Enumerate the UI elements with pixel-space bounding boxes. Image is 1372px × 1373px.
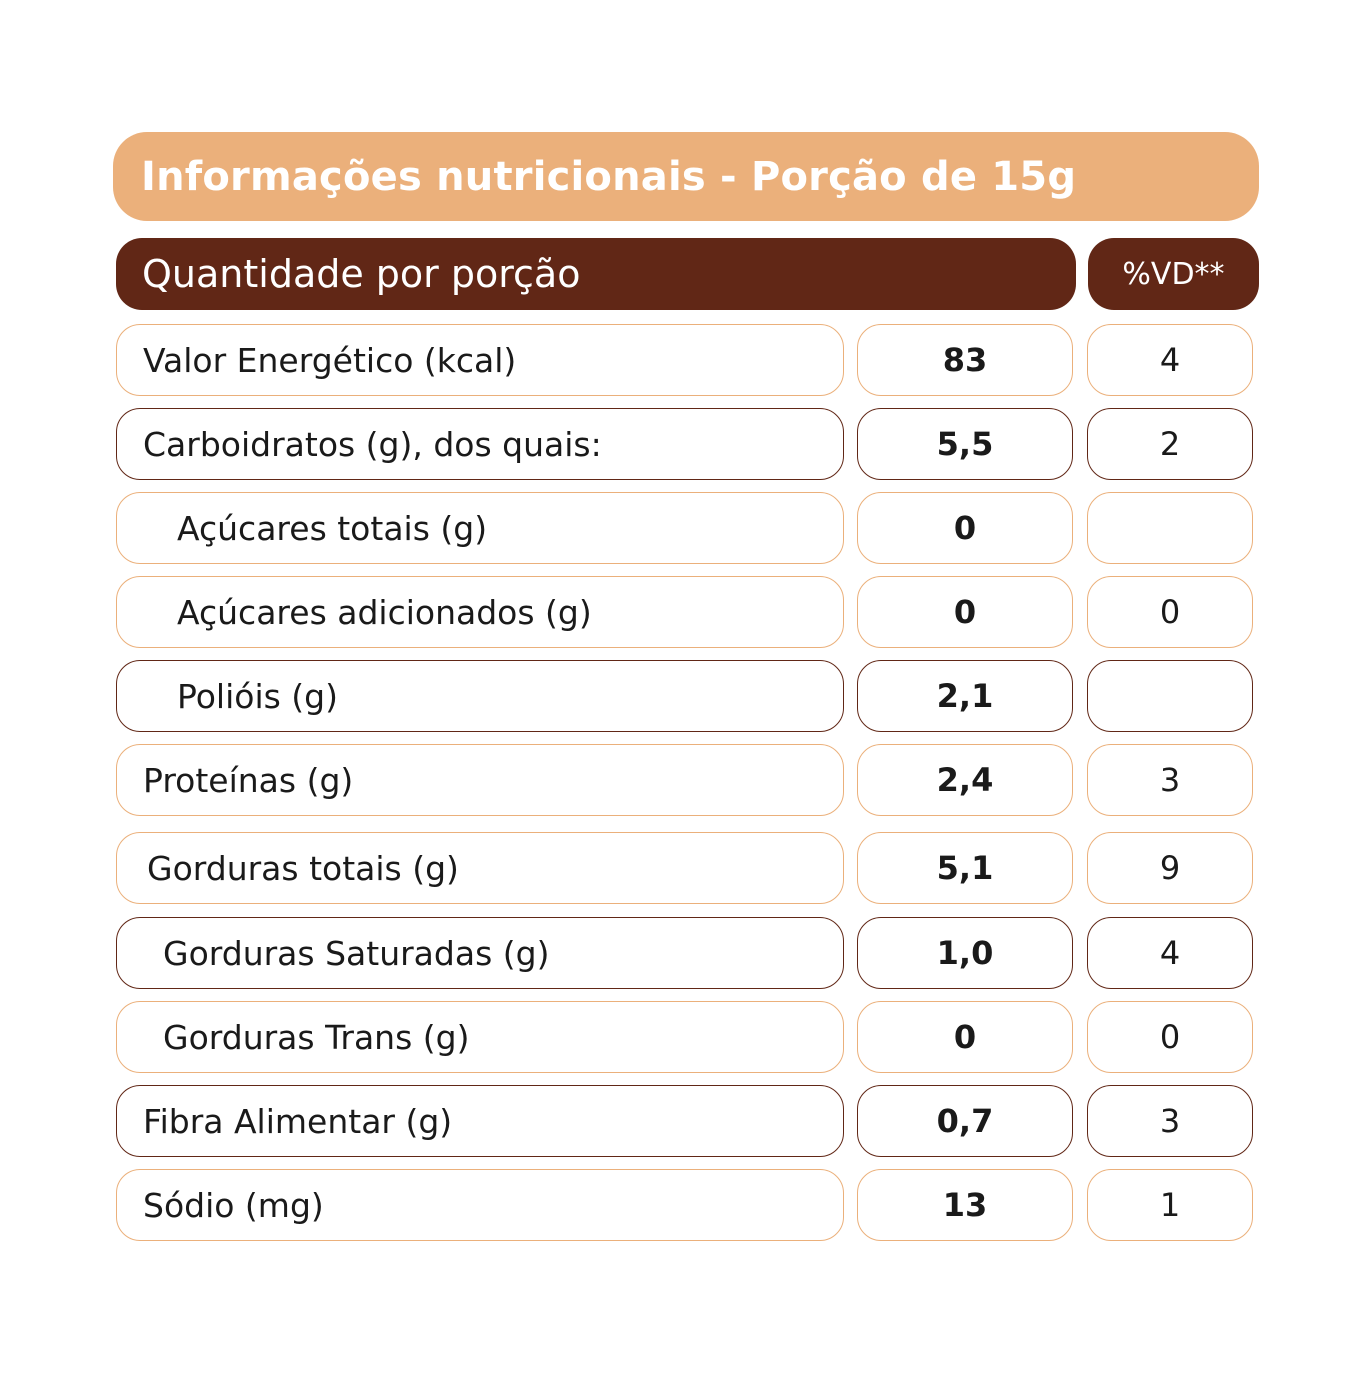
row-label: Carboidratos (g), dos quais: — [116, 408, 844, 480]
row-label: Valor Energético (kcal) — [116, 324, 844, 396]
table-row-fiber — [0, 1085, 1372, 1157]
row-label: Fibra Alimentar (g) — [116, 1085, 844, 1157]
row-value: 0 — [857, 492, 1073, 564]
row-value: 0 — [857, 1001, 1073, 1073]
row-vd: 4 — [1087, 324, 1253, 396]
table-row-polyols — [0, 660, 1372, 732]
row-vd: 9 — [1087, 832, 1253, 904]
row-vd: 3 — [1087, 1085, 1253, 1157]
row-value: 1,0 — [857, 917, 1073, 989]
row-value: 2,4 — [857, 744, 1073, 816]
table-row-total-sugars — [0, 492, 1372, 564]
row-vd — [1087, 492, 1253, 564]
row-label: Açúcares adicionados (g) — [116, 576, 844, 648]
row-label: Gorduras Saturadas (g) — [116, 917, 844, 989]
table-row-proteins — [0, 744, 1372, 816]
table-title: Informações nutricionais - Porção de 15g — [141, 153, 1077, 200]
row-vd: 0 — [1087, 1001, 1253, 1073]
row-label: Açúcares totais (g) — [116, 492, 844, 564]
row-label: Proteínas (g) — [116, 744, 844, 816]
row-vd: 3 — [1087, 744, 1253, 816]
table-row-saturated-fats — [0, 917, 1372, 989]
title-bar — [113, 132, 1259, 221]
row-vd: 2 — [1087, 408, 1253, 480]
table-row-sodium — [0, 1169, 1372, 1241]
table-row-added-sugars — [0, 576, 1372, 648]
row-vd: 4 — [1087, 917, 1253, 989]
table-row-trans-fats — [0, 1001, 1372, 1073]
table-row-total-fats — [0, 832, 1372, 904]
table-row-energy — [0, 324, 1372, 396]
header-quantity-label: Quantidade por porção — [142, 252, 581, 296]
row-vd: 0 — [1087, 576, 1253, 648]
table-row-carbohydrates — [0, 408, 1372, 480]
row-value: 0,7 — [857, 1085, 1073, 1157]
header-vd-label: %VD** — [1122, 256, 1225, 292]
row-value: 13 — [857, 1169, 1073, 1241]
row-value: 0 — [857, 576, 1073, 648]
row-value: 83 — [857, 324, 1073, 396]
row-label: Gorduras totais (g) — [116, 832, 844, 904]
row-value: 5,5 — [857, 408, 1073, 480]
header-vd — [1088, 238, 1259, 310]
row-vd — [1087, 660, 1253, 732]
row-value: 5,1 — [857, 832, 1073, 904]
row-vd: 1 — [1087, 1169, 1253, 1241]
header-quantity — [116, 238, 1076, 310]
row-label: Polióis (g) — [116, 660, 844, 732]
row-label: Sódio (mg) — [116, 1169, 844, 1241]
row-value: 2,1 — [857, 660, 1073, 732]
row-label: Gorduras Trans (g) — [116, 1001, 844, 1073]
